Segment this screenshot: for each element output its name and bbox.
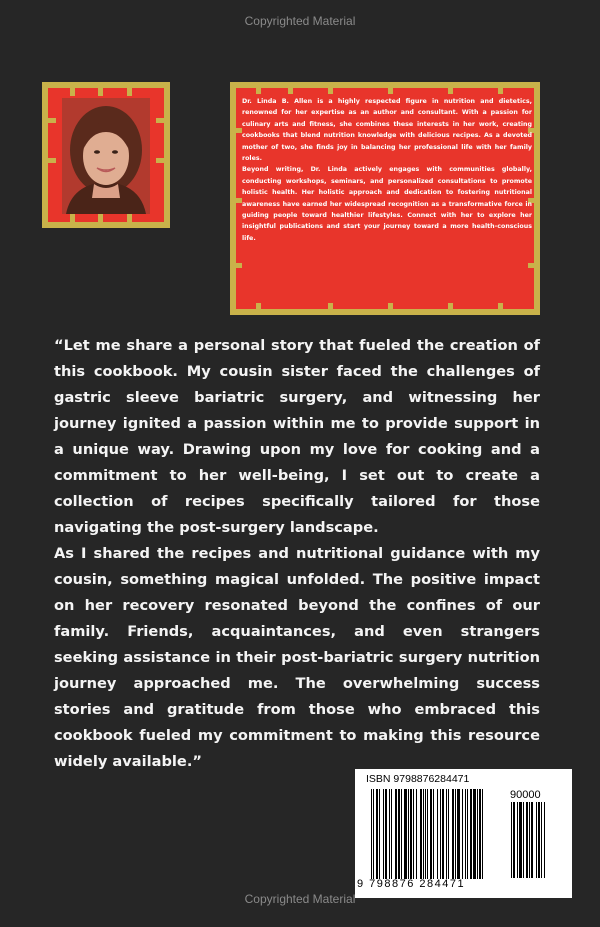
price-code: 90000	[510, 789, 541, 801]
author-portrait-icon	[62, 98, 150, 214]
barcode-addon-bars-icon	[511, 802, 563, 880]
bio-paragraph: Beyond writing, Dr. Linda actively engages with communities globally, conducting workshops, seminars, and personalized consultations to promote holistic health. Her holistic approach and dedication to fostering nutritional awareness have earned her widespread recognition as a transformative force in guiding people toward healthier lifestyles. Connect with her to explore her insightful publications and start your journey toward a more health-conscious life.	[242, 166, 532, 242]
author-bio-frame	[230, 82, 540, 315]
watermark-top: Copyrighted Material	[244, 14, 356, 28]
isbn-barcode	[355, 769, 572, 898]
watermark-bottom: Copyrighted Material	[244, 892, 356, 906]
author-photo-frame	[42, 82, 170, 228]
story-paragraph: “Let me share a personal story that fueled the creation of this cookbook. My cousin sister faced the challenges of gastric sleeve bariatric surgery, and witnessing her journey ignited a passion within me to provide support in a unique way. Drawing upon my love for cooking and a commitment to her well-being, I set out to create a collection of recipes specifically tailored for those navigating the post-surgery landscape.	[54, 337, 540, 536]
story-paragraph: As I shared the recipes and nutritional guidance with my cousin, something magical unfolded. The positive impact on her recovery resonated beyond the confines of our family. Friends, acquaintances, and even strangers seeking assistance in their post-bariatric surgery nutrition journey approached me. The overwhelming success stories and gratitude from those who embraced this cookbook fueled my commitment to making this resource widely available.”	[54, 545, 540, 770]
story-text	[54, 333, 540, 775]
barcode-bars-icon	[371, 789, 503, 881]
bio-paragraph: Dr. Linda B. Allen is a highly respected figure in nutrition and dietetics, renowned for her expertise as an author and consultant. With a passion for culinary arts and fitness, she combines these interests in her work, creating cookbooks that blend nutrition knowledge with delicious recipes. As a devoted mother of two, she finds joy in balancing her professional life with her family roles.	[242, 98, 532, 163]
isbn-label: ISBN 9798876284471	[366, 773, 470, 785]
isbn-digits: 9 798876 284471	[357, 878, 466, 890]
author-bio	[242, 96, 532, 244]
